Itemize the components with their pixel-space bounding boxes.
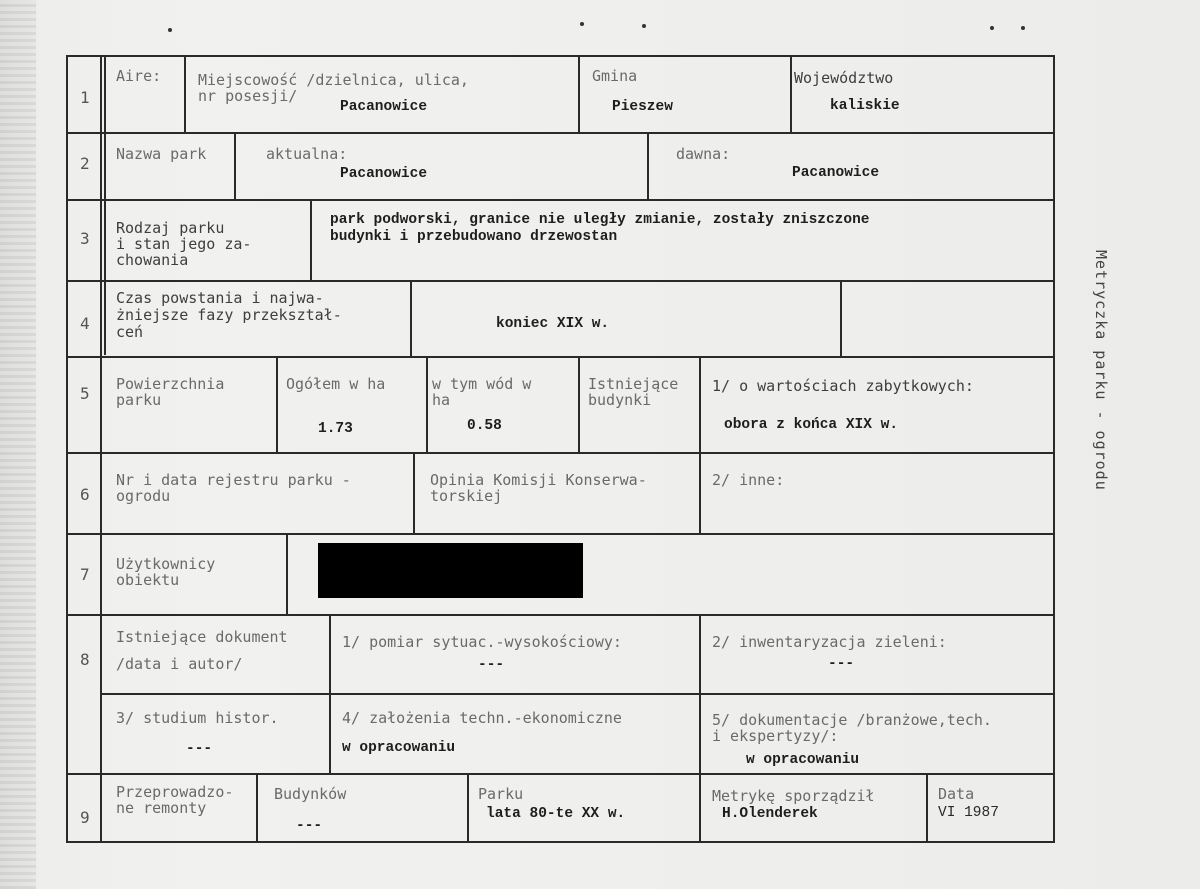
- row-number: 5: [80, 384, 90, 403]
- label-other: 2/ inne:: [712, 471, 785, 489]
- total-value: 1.73: [318, 421, 353, 437]
- row-line: [66, 280, 1055, 282]
- label-register: Nr i data rejestru parku - ogrodu: [116, 471, 351, 505]
- label-study: 3/ studium histor.: [116, 709, 279, 727]
- label-current: aktualna:: [266, 145, 348, 163]
- current-name-value: Pacanowice: [340, 166, 428, 182]
- label-opinion: Opinia Komisji Konserwa- torskiej: [430, 471, 647, 505]
- label-heritage-values: 1/ o wartościach zabytkowych:: [712, 377, 974, 395]
- cell-line: [699, 773, 701, 843]
- number-column-line-double: [104, 55, 106, 355]
- cell-line: [467, 773, 469, 843]
- label-park-name: Nazwa park: [116, 145, 207, 163]
- cell-line: [329, 614, 331, 773]
- cell-line: [699, 356, 701, 452]
- speck: [580, 22, 584, 26]
- label-buildings-repairs: Budynków: [274, 785, 347, 803]
- water-value: 0.58: [467, 418, 502, 434]
- label-commune: Gmina: [592, 67, 638, 85]
- label-park-repairs: Parku: [478, 785, 524, 803]
- label-users: Użytkownicy obiektu: [116, 555, 216, 589]
- side-title: Metryczka parku - ogrodu: [1092, 250, 1110, 491]
- label-inventory: 2/ inwentaryzacja zieleni:: [712, 633, 947, 651]
- cell-line: [256, 773, 258, 843]
- row-number: 6: [80, 485, 90, 504]
- row-number: 7: [80, 565, 90, 584]
- label-existing-documents: Istniejące dokument /data i autor/: [116, 628, 288, 673]
- label-survey: 1/ pomiar sytuac.-wysokościowy:: [342, 633, 622, 651]
- cell-line: [647, 132, 649, 199]
- cell-line: [790, 55, 792, 132]
- cell-line: [426, 356, 428, 452]
- row-line: [66, 533, 1055, 535]
- heritage-values-value: obora z końca XIX w.: [724, 417, 899, 433]
- date-value: VI 1987: [938, 805, 999, 821]
- inventory-value: ---: [828, 656, 855, 672]
- cell-line: [840, 280, 842, 356]
- label-surface: Powierzchnia parku: [116, 375, 225, 409]
- label-water: w tym wód w ha: [432, 375, 532, 409]
- commune-value: Pieszew: [612, 99, 673, 115]
- label-province: Województwo: [794, 69, 894, 87]
- row-number: 2: [80, 154, 90, 173]
- cell-line: [234, 132, 236, 199]
- cell-line: [286, 533, 288, 614]
- study-value: ---: [186, 741, 213, 757]
- label-former: dawna:: [676, 145, 731, 163]
- row-line: [100, 693, 1055, 695]
- label-author: Metrykę sporządził: [712, 787, 875, 805]
- number-column-line: [100, 55, 102, 843]
- label-park-type: Rodzaj parku i stan jego za- chowania: [116, 219, 252, 269]
- province-value: kaliskie: [830, 98, 900, 114]
- label-total: Ogółem w ha: [286, 375, 386, 393]
- cell-line: [276, 356, 278, 452]
- row-number: 3: [80, 229, 90, 248]
- cell-line: [699, 614, 701, 773]
- scan-edge: [0, 0, 36, 889]
- documentation-value: w opracowaniu: [746, 752, 860, 768]
- row-line: [66, 199, 1055, 201]
- row-line: [66, 452, 1055, 454]
- park-repairs-value: lata 80-te XX w.: [486, 806, 626, 822]
- creation-time-value: koniec XIX w.: [496, 316, 610, 332]
- row-number: 4: [80, 314, 90, 333]
- cell-line: [413, 452, 415, 533]
- author-value: H.Olenderek: [722, 806, 818, 822]
- cell-line: [310, 199, 312, 280]
- row-line: [66, 773, 1055, 775]
- speck: [168, 28, 172, 32]
- tech-value: w opracowaniu: [342, 740, 456, 756]
- redaction-block: [318, 543, 583, 598]
- label-creation-time: Czas powstania i najwa- żniejsze fazy przekształ- ceń: [116, 289, 342, 341]
- row-number: 9: [80, 808, 90, 827]
- speck: [642, 24, 646, 28]
- row-line: [66, 132, 1055, 134]
- survey-value: ---: [478, 657, 505, 673]
- row-line: [66, 356, 1055, 358]
- cell-line: [410, 280, 412, 356]
- speck: [990, 26, 994, 30]
- label-documentation: 5/ dokumentacje /branżowe,tech. i ekspertyzy/:: [712, 711, 992, 745]
- cell-line: [184, 55, 186, 132]
- park-type-value: park podworski, granice nie uległy zmianie, zostały zniszczone budynki i przebudowano drzewostan: [330, 212, 870, 245]
- label-repairs: Przeprowadzo- ne remonty: [116, 783, 234, 817]
- label-date: Data: [938, 785, 975, 803]
- row-number: 8: [80, 650, 90, 669]
- cell-line: [578, 55, 580, 132]
- label-place: Miejscowość /dzielnica, ulica, nr posesji/: [198, 71, 469, 105]
- row-line: [66, 614, 1055, 616]
- label-tech: 4/ założenia techn.-ekonomiczne: [342, 709, 622, 727]
- cell-line: [926, 773, 928, 843]
- cell-line: [578, 356, 580, 452]
- cell-line: [699, 452, 701, 533]
- row-number: 1: [80, 88, 90, 107]
- label-existing-buildings: Istniejące budynki: [588, 375, 679, 409]
- former-name-value: Pacanowice: [792, 165, 880, 181]
- buildings-repairs-value: ---: [296, 818, 323, 834]
- place-value: Pacanowice: [340, 99, 428, 115]
- label-area: Aire:: [116, 67, 162, 85]
- speck: [1021, 26, 1025, 30]
